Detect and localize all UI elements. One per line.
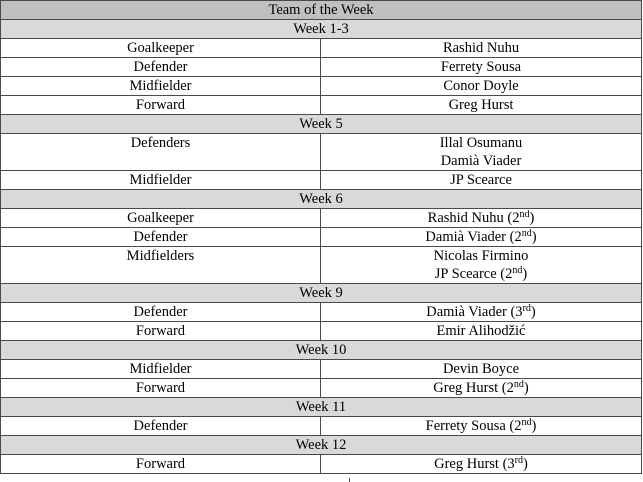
player-cell xyxy=(321,379,642,398)
player-name-text: Illal Osumanu xyxy=(439,135,523,151)
player-name xyxy=(321,58,641,76)
closing-paren: ) xyxy=(531,418,537,434)
table-title: Team of the Week xyxy=(1,1,642,20)
week-label: Week 12 xyxy=(1,436,642,455)
position-cell: Midfielders xyxy=(1,247,321,284)
player-name xyxy=(321,417,641,435)
player-name xyxy=(321,171,641,189)
week-label: Week 1-3 xyxy=(1,20,642,39)
table-row xyxy=(1,39,642,58)
ordinal-suffix: nd xyxy=(521,228,532,239)
player-name-text: Ferrety Sousa (2 xyxy=(425,418,522,434)
week-header-row xyxy=(1,341,642,360)
player-cell xyxy=(321,209,642,228)
player-name xyxy=(321,152,641,170)
player-cell xyxy=(321,134,642,171)
player-name xyxy=(321,134,641,152)
ordinal-suffix: rd xyxy=(514,455,524,466)
week-label: Week 9 xyxy=(1,284,642,303)
ordinal-suffix: nd xyxy=(521,417,532,428)
player-cell xyxy=(321,455,642,474)
table-row xyxy=(1,417,642,436)
week-header-row xyxy=(1,115,642,134)
week-label: Week 5 xyxy=(1,115,642,134)
table-row xyxy=(1,58,642,77)
table-row xyxy=(1,303,642,322)
position-cell: Midfielder xyxy=(1,360,321,379)
player-name-text: JP Scearce xyxy=(450,172,512,188)
player-cell xyxy=(321,96,642,115)
player-name-text: Damià Viader (3 xyxy=(426,304,523,320)
table-divider-stub xyxy=(349,478,350,482)
week-label: Week 11 xyxy=(1,398,642,417)
position-cell: Goalkeeper xyxy=(1,209,321,228)
position-cell: Defender xyxy=(1,228,321,247)
table-row xyxy=(1,209,642,228)
week-header-row xyxy=(1,436,642,455)
table-row xyxy=(1,379,642,398)
player-cell xyxy=(321,228,642,247)
table-row xyxy=(1,96,642,115)
ordinal-suffix: rd xyxy=(522,303,531,314)
player-name xyxy=(321,379,641,397)
position-cell: Forward xyxy=(1,322,321,341)
player-name-text: Emir Alihodžić xyxy=(436,323,526,339)
player-name xyxy=(321,77,641,95)
player-cell xyxy=(321,39,642,58)
player-name-text: Damià Viader (2 xyxy=(425,229,522,245)
closing-paren: ) xyxy=(531,229,537,245)
position-cell: Forward xyxy=(1,379,321,398)
week-label: Week 10 xyxy=(1,341,642,360)
week-header-row xyxy=(1,284,642,303)
ordinal-suffix: nd xyxy=(519,209,530,220)
position-cell: Defender xyxy=(1,58,321,77)
position-cell: Forward xyxy=(1,96,321,115)
table-row xyxy=(1,134,642,171)
position-cell: Defender xyxy=(1,417,321,436)
closing-paren: ) xyxy=(530,304,536,320)
player-cell xyxy=(321,303,642,322)
player-name xyxy=(321,322,641,340)
player-name xyxy=(321,303,641,321)
player-name xyxy=(321,265,641,283)
position-cell: Defenders xyxy=(1,134,321,171)
position-cell: Defender xyxy=(1,303,321,322)
week-header-row xyxy=(1,398,642,417)
table-row xyxy=(1,322,642,341)
table-row xyxy=(1,247,642,284)
player-name-text: Rashid Nuhu xyxy=(442,40,520,56)
closing-paren: ) xyxy=(523,456,528,472)
player-name xyxy=(321,360,641,378)
table-body xyxy=(1,1,642,474)
player-name-text: Greg Hurst (3 xyxy=(434,456,515,472)
ordinal-suffix: nd xyxy=(512,265,523,276)
position-cell: Goalkeeper xyxy=(1,39,321,58)
player-name-text: Damià Viader xyxy=(440,153,522,169)
ordinal-suffix: nd xyxy=(513,379,524,390)
table-row xyxy=(1,77,642,96)
player-name xyxy=(321,39,641,57)
table-row xyxy=(1,360,642,379)
position-cell: Midfielder xyxy=(1,171,321,190)
position-cell: Forward xyxy=(1,455,321,474)
player-name-text: JP Scearce (2 xyxy=(434,266,513,282)
closing-paren: ) xyxy=(522,266,528,282)
week-header-row xyxy=(1,20,642,39)
week-label: Week 6 xyxy=(1,190,642,209)
player-cell xyxy=(321,417,642,436)
player-name-text: Greg Hurst (2 xyxy=(433,380,514,396)
player-cell xyxy=(321,322,642,341)
position-cell: Midfielder xyxy=(1,77,321,96)
player-name-text: Nicolas Firmino xyxy=(433,248,529,264)
table-row xyxy=(1,228,642,247)
player-name-text: Ferrety Sousa xyxy=(440,59,522,75)
player-cell xyxy=(321,77,642,96)
player-name xyxy=(321,247,641,265)
player-name-text: Rashid Nuhu (2 xyxy=(427,210,520,226)
player-name xyxy=(321,228,641,246)
player-cell xyxy=(321,171,642,190)
player-cell xyxy=(321,360,642,379)
player-name-text: Conor Doyle xyxy=(443,78,519,94)
closing-paren: ) xyxy=(529,210,535,226)
table-row xyxy=(1,455,642,474)
player-name-text: Greg Hurst xyxy=(448,97,514,113)
player-name-text: Devin Boyce xyxy=(442,361,520,377)
player-name xyxy=(321,455,641,473)
player-cell xyxy=(321,247,642,284)
table-title-row xyxy=(1,1,642,20)
player-cell xyxy=(321,58,642,77)
table-row xyxy=(1,171,642,190)
player-name xyxy=(321,209,641,227)
week-header-row xyxy=(1,190,642,209)
player-name xyxy=(321,96,641,114)
closing-paren: ) xyxy=(523,380,529,396)
